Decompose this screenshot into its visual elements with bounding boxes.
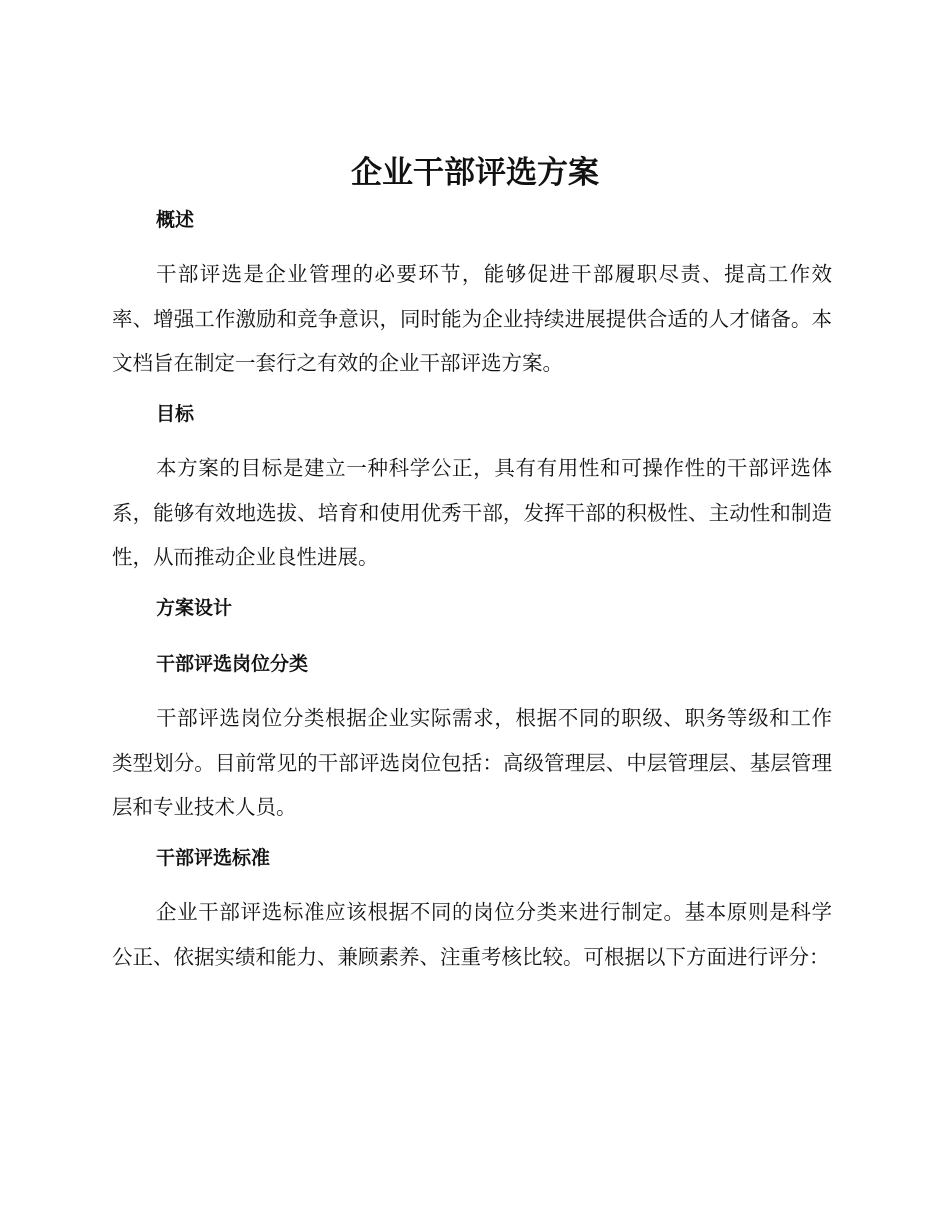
section-paragraph-position-classification: 干部评选岗位分类根据企业实际需求，根据不同的职级、职务等级和工作类型划分。目前常见的干部评选岗位包括：高级管理层、中层管理层、基层管理层和专业技术人员。 [112, 706, 832, 819]
document-title: 企业干部评选方案 [351, 155, 599, 191]
section-heading-position-classification: 干部评选岗位分类 [156, 653, 309, 675]
section-heading-design: 方案设计 [156, 597, 233, 619]
section-paragraph-overview: 干部评选是企业管理的必要环节，能够促进干部履职尽责、提高工作效率、增强工作激励和竞争意识，同时能为企业持续进展提供合适的人才储备。本文档旨在制定一套行之有效的企业干部评选方案。 [112, 262, 832, 375]
section-heading-goal: 目标 [156, 403, 195, 425]
section-paragraph-goal: 本方案的目标是建立一种科学公正，具有有用性和可操作性的干部评选体系，能够有效地选拔、培育和使用优秀干部，发挥干部的积极性、主动性和制造性，从而推动企业良性进展。 [112, 456, 832, 569]
section-paragraph-criteria: 企业干部评选标准应该根据不同的岗位分类来进行制定。基本原则是科学公正、依据实绩和能力、兼顾素养、注重考核比较。可根据以下方面进行评分： [112, 900, 832, 969]
section-heading-criteria: 干部评选标准 [156, 847, 271, 869]
section-heading-overview: 概述 [156, 209, 195, 231]
